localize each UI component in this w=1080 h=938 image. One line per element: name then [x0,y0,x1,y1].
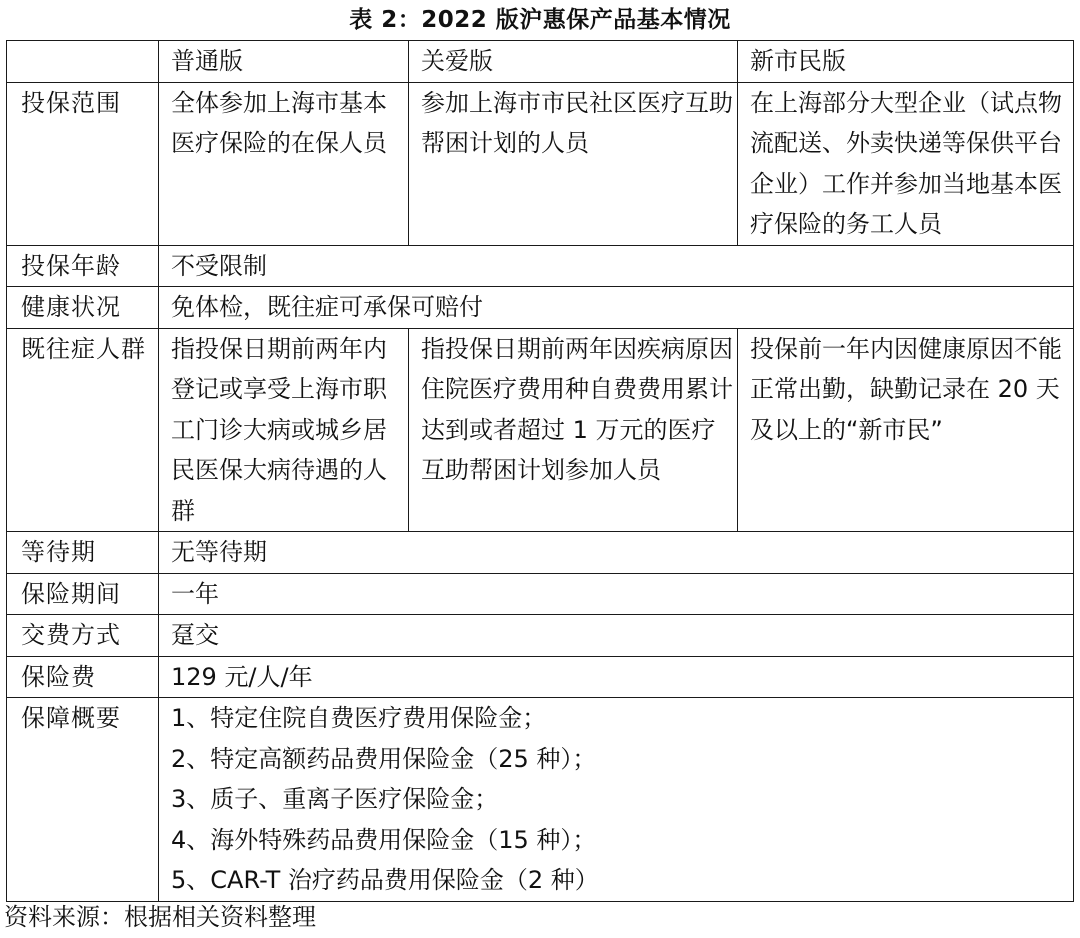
row-label-health: 健康状况 [7,287,159,329]
table-row [7,532,1074,574]
table-row [7,656,1074,698]
row-label-period: 保险期间 [7,573,159,615]
cell-scope-guanai: 参加上海市市民社区医疗互助帮困计划的人员 [409,82,738,245]
row-label-payment: 交费方式 [7,615,159,657]
coverage-item: 4、海外特殊药品费用保险金（15 种）； [171,825,597,854]
cell-coverage-list [159,698,1074,902]
coverage-item: 5、CAR-T 治疗药品费用保险金（2 种） [171,866,599,894]
row-label-scope: 投保范围 [7,82,159,245]
table-row [7,573,1074,615]
table-row [7,328,1074,532]
header-cell-empty [7,41,159,83]
cell-payment-value: 趸交 [159,615,1074,657]
table-row [7,615,1074,657]
table-row [7,245,1074,287]
cell-scope-xinshimin: 在上海部分大型企业（试点物流配送、外卖快递等保供平台企业）工作并参加当地基本医疗保险的务工人员 [738,82,1074,245]
header-cell-putong: 普通版 [159,41,409,83]
header-row [7,41,1074,83]
cell-age-value: 不受限制 [159,245,1074,287]
cell-preexisting-putong: 指投保日期前两年内登记或享受上海市职工门诊大病或城乡居民医保大病待遇的人群 [159,328,409,532]
table-row [7,287,1074,329]
cell-scope-putong: 全体参加上海市基本医疗保险的在保人员 [159,82,409,245]
source-note: 资料来源：根据相关资料整理 [4,903,316,931]
coverage-item: 1、特定住院自费医疗费用保险金； [171,704,547,732]
row-label-waiting: 等待期 [7,532,159,574]
cell-premium-value: 129 元/人/年 [159,656,1074,698]
row-label-premium: 保险费 [7,656,159,698]
header-cell-xinshimin: 新市民版 [738,41,1074,83]
cell-waiting-value: 无等待期 [159,532,1074,574]
header-cell-guanai: 关爱版 [409,41,738,83]
row-label-age: 投保年龄 [7,245,159,287]
cell-preexisting-xinshimin: 投保前一年内因健康原因不能正常出勤，缺勤记录在 20 天及以上的“新市民” [738,328,1074,532]
row-label-coverage: 保障概要 [7,698,159,902]
table-row [7,698,1074,902]
cell-period-value: 一年 [159,573,1074,615]
coverage-item: 2、特定高额药品费用保险金（25 种）； [171,744,597,773]
row-label-preexisting: 既往症人群 [7,328,159,532]
coverage-item: 3、质子、重离子医疗保险金； [171,785,499,813]
cell-preexisting-guanai: 指投保日期前两年因疾病原因住院医疗费用种自费费用累计达到或者超过 1 万元的医疗互助帮困计划参加人员 [409,328,738,532]
table-row [7,82,1074,245]
table-title: 表 2：2022 版沪惠保产品基本情况 [349,7,731,33]
cell-health-value: 免体检，既往症可承保可赔付 [159,287,1074,329]
product-table [6,40,1074,902]
